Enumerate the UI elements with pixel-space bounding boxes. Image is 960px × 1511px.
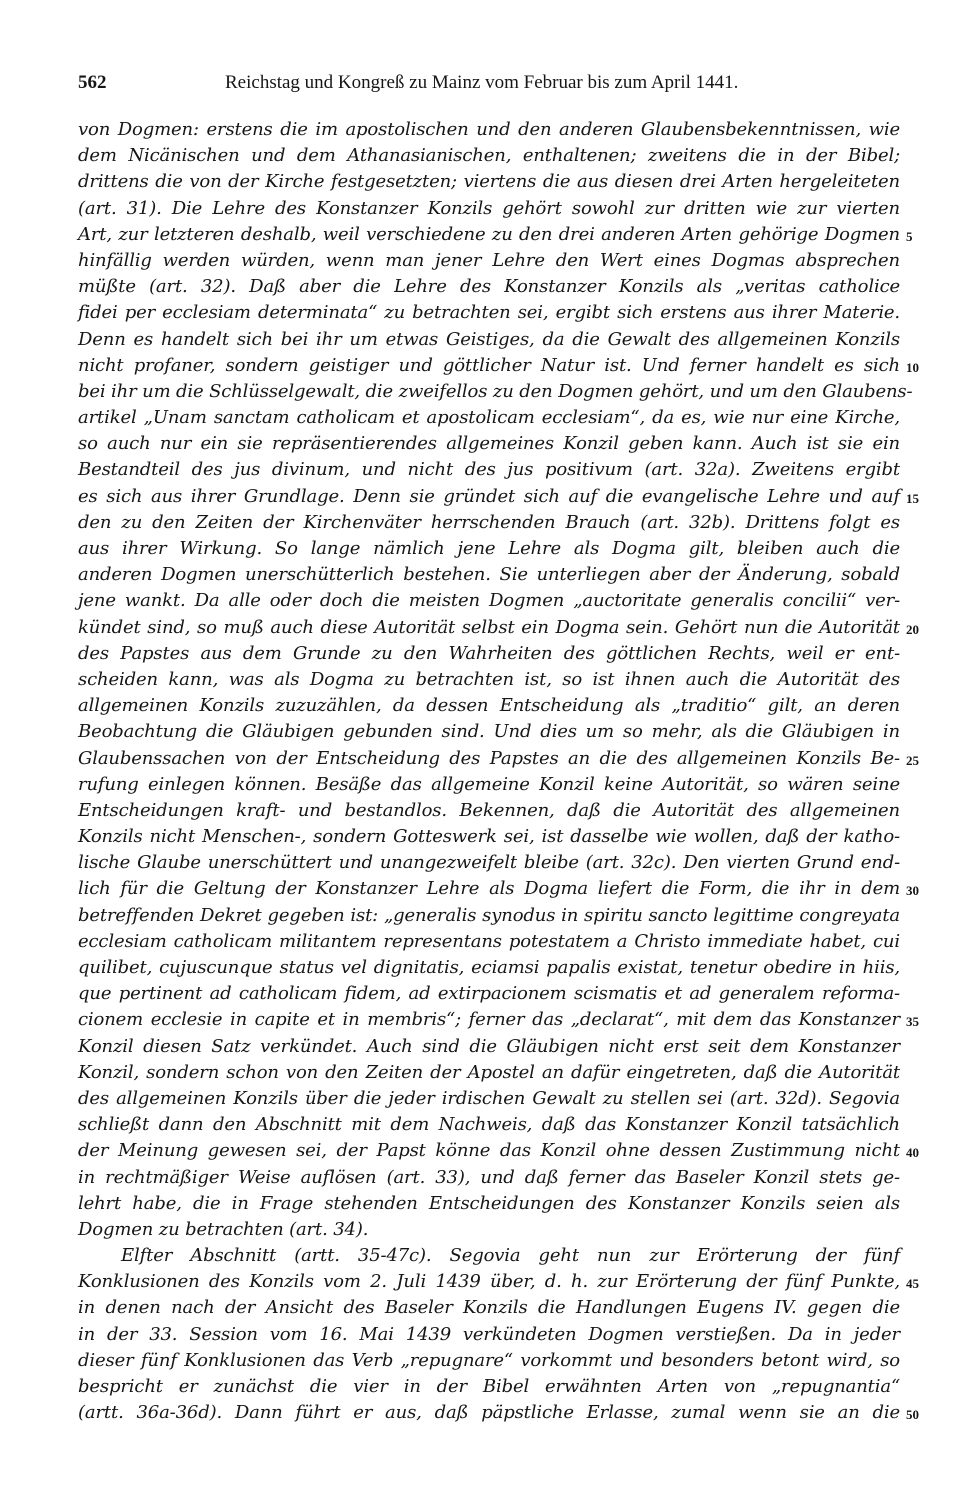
line-number: 50 bbox=[906, 1407, 919, 1423]
text-line bbox=[78, 876, 919, 902]
line-text: schließt dann den Abschnitt mit dem Nachweis, daß das Konstanzer Konzil tatsächlich bbox=[78, 1114, 900, 1136]
text-line bbox=[78, 248, 900, 274]
line-number: 30 bbox=[906, 883, 919, 899]
line-text: in rechtmäßiger Weise auflösen (art. 33), und daß ferner das Baseler Konzil stets ge- bbox=[78, 1166, 900, 1188]
text-line bbox=[78, 719, 900, 745]
line-text: betreffenden Dekret gegeben ist: „generalis synodus in spiritu sancto legittime congreyata bbox=[78, 904, 900, 926]
line-text: kündet sind, so muß auch diese Autorität selbst ein Dogma sein. Gehört nun die Autorität bbox=[78, 616, 900, 638]
line-text: aus ihrer Wirkung. So lange nämlich jene Lehre als Dogma gilt, bleiben auch die bbox=[78, 538, 900, 559]
line-text: Elfter Abschnitt (artt. 35-47c). Segovia geht nun zur Erörterung der fünf bbox=[121, 1245, 900, 1267]
line-text: des allgemeinen Konzils über die jeder irdischen Gewalt zu stellen sei (art. 32d). Segovia bbox=[78, 1087, 900, 1109]
line-text: lische Glaube unerschüttert und unangezweifelt bleibe (art. 32c). Den vierten Grund end- bbox=[78, 852, 900, 874]
body-text bbox=[78, 117, 919, 1426]
text-line bbox=[78, 1269, 919, 1295]
text-line bbox=[78, 1400, 919, 1426]
text-line bbox=[78, 1295, 900, 1321]
line-text: Bestandteil des jus divinum, und nicht des jus positivum (art. 32a). Zweitens ergibt bbox=[78, 459, 900, 481]
text-line bbox=[78, 1007, 919, 1033]
line-number: 5 bbox=[906, 228, 913, 244]
text-line bbox=[78, 772, 900, 798]
line-text: des Papstes aus dem Grunde zu den Wahrheiten des göttlichen Rechts, weil er ent- bbox=[78, 642, 900, 664]
line-text: que pertinent ad catholicam fidem, ad extirpacionem scismatis et ad generalem reforma- bbox=[78, 983, 900, 1005]
line-text: Denn es handelt sich bei ihr um etwas Geistiges, da die Gewalt des allgemeinen Konzils bbox=[78, 328, 900, 350]
text-line bbox=[78, 955, 900, 981]
text-line bbox=[78, 588, 900, 614]
text-line bbox=[78, 1060, 900, 1086]
text-line bbox=[78, 981, 900, 1007]
running-head bbox=[78, 72, 898, 98]
line-text: allgemeinen Konzils zuzuzählen, da dessen Entscheidung als „traditio“ gilt, an deren bbox=[78, 695, 900, 717]
line-text: Art, zur letzteren deshalb, weil verschiedene zu den drei anderen Arten gehörige Dogmen bbox=[78, 223, 900, 245]
text-line bbox=[78, 431, 900, 457]
text-line bbox=[78, 405, 900, 431]
text-line bbox=[78, 1374, 900, 1400]
text-line bbox=[78, 1112, 900, 1138]
text-line bbox=[78, 1348, 900, 1374]
line-text: (art. 31). Die Lehre des Konstanzer Konzils gehört sowohl zur dritten wie zur vierten bbox=[78, 197, 900, 219]
running-title: Reichstag und Kongreß zu Mainz vom Februar bis zum April 1441. bbox=[225, 72, 739, 93]
line-text: ecclesiam catholicam militantem representans potestatem a Christo immediate habet, cui bbox=[78, 930, 900, 952]
text-line bbox=[78, 510, 900, 536]
text-line bbox=[78, 169, 900, 195]
text-line bbox=[78, 222, 913, 248]
text-line bbox=[78, 798, 900, 824]
text-line bbox=[78, 562, 900, 588]
line-text: dem Nicänischen und dem Athanasianischen, enthaltenen; zweitens die in der Bibel; bbox=[78, 145, 900, 167]
text-line bbox=[78, 1086, 900, 1112]
line-text: von Dogmen: erstens die im apostolischen und den anderen Glaubensbekenntnissen, wie bbox=[78, 119, 900, 140]
text-line bbox=[78, 903, 900, 929]
line-text: lehrt habe, die in Frage stehenden Entscheidungen des Konstanzer Konzils seien als bbox=[78, 1192, 900, 1214]
text-line bbox=[78, 1243, 900, 1269]
text-line bbox=[78, 1034, 900, 1060]
line-text: Konklusionen des Konzils vom 2. Juli 1439 über, d. h. zur Erörterung der fünf Punkte, bbox=[78, 1271, 900, 1293]
text-line bbox=[78, 929, 900, 955]
line-number: 25 bbox=[906, 752, 919, 768]
text-line bbox=[78, 379, 913, 405]
text-line bbox=[78, 1322, 900, 1348]
line-number: 15 bbox=[906, 490, 919, 506]
text-line bbox=[78, 117, 900, 143]
line-text: cionem ecclesie in capite et in membris“; ferner das „declarat“, mit dem das Konstanzer bbox=[78, 1009, 900, 1031]
text-line bbox=[78, 457, 900, 483]
line-text: fidei per ecclesiam determinata“ zu betrachten sei, ergibt sich erstens aus ihrer Materie. bbox=[78, 302, 900, 324]
line-text: drittens die von der Kirche festgesetzten; viertens die aus diesen drei Arten hergeleiteten bbox=[78, 171, 900, 193]
text-line bbox=[78, 274, 900, 300]
line-text: hinfällig werden würden, wenn man jener Lehre den Wert eines Dogmas absprechen bbox=[78, 249, 900, 271]
line-text: (artt. 36a-36d). Dann führt er aus, daß päpstliche Erlasse, zumal wenn sie an die bbox=[78, 1402, 900, 1424]
line-text: Konzils nicht Menschen-, sondern Gotteswerk sei, ist dasselbe wie wollen, daß der katho- bbox=[78, 826, 900, 848]
line-text: in der 33. Session vom 16. Mai 1439 verkündeten Dogmen verstießen. Da in jeder bbox=[78, 1323, 900, 1345]
line-number: 40 bbox=[906, 1145, 919, 1161]
line-text: den zu den Zeiten der Kirchenväter herrschenden Brauch (art. 32b). Drittens folgt es bbox=[78, 511, 900, 533]
line-text: Konzil, sondern schon von den Zeiten der Apostel an dafür eingetreten, daß die Autorität bbox=[78, 1061, 900, 1083]
text-line bbox=[78, 615, 919, 641]
line-text: anderen Dogmen unerschütterlich bestehen. Sie unterliegen aber der Änderung, sobald bbox=[78, 564, 900, 586]
text-line bbox=[78, 536, 900, 562]
line-text: dieser fünf Konklusionen das Verb „repugnare“ vorkommt und besonders betont wird, so bbox=[78, 1349, 900, 1371]
text-line bbox=[78, 746, 919, 772]
text-line bbox=[78, 327, 900, 353]
page-number: 562 bbox=[78, 72, 107, 93]
line-text: Glaubenssachen von der Entscheidung des Papstes an die des allgemeinen Konzils Be- bbox=[78, 747, 900, 769]
line-text: artikel „Unam sanctam catholicam et apostolicam ecclesiam“, da es, wie nur eine Kirche, bbox=[78, 407, 900, 429]
line-text: der Meinung gewesen sei, der Papst könne das Konzil ohne dessen Zustimmung nicht bbox=[78, 1140, 900, 1162]
text-line bbox=[78, 196, 900, 222]
line-number: 45 bbox=[906, 1276, 919, 1292]
line-number: 35 bbox=[906, 1014, 919, 1030]
text-line bbox=[78, 693, 900, 719]
line-text: in denen nach der Ansicht des Baseler Konzils die Handlungen Eugens IV. gegen die bbox=[78, 1297, 900, 1319]
text-line bbox=[78, 300, 900, 326]
text-line bbox=[78, 1217, 900, 1243]
line-text: rufung einlegen können. Besäße das allgemeine Konzil keine Autorität, so wären seine bbox=[78, 773, 900, 795]
line-text: so auch nur ein sie repräsentierendes allgemeines Konzil geben kann. Auch ist sie ein bbox=[78, 433, 900, 455]
line-number: 10 bbox=[906, 359, 919, 375]
line-text: quilibet, cujuscunque status vel dignitatis, eciamsi papalis existat, tenetur obedire in hiis, bbox=[78, 957, 900, 978]
line-text: Entscheidungen kraft- und bestandlos. Bekennen, daß die Autorität des allgemeinen bbox=[78, 799, 900, 821]
line-text: müßte (art. 32). Daß aber die Lehre des Konstanzer Konzils als „veritas catholice bbox=[78, 276, 900, 298]
line-text: lich für die Geltung der Konstanzer Lehre als Dogma liefert die Form, die ihr in dem bbox=[78, 878, 900, 900]
line-text: nicht profaner, sondern geistiger und göttlicher Natur ist. Und ferner handelt es sich bbox=[78, 354, 900, 376]
text-line bbox=[78, 850, 900, 876]
line-text: scheiden kann, was als Dogma zu betrachten ist, so ist ihnen auch die Autorität des bbox=[78, 668, 900, 690]
line-text: es sich aus ihrer Grundlage. Denn sie gründet sich auf die evangelische Lehre und auf bbox=[78, 485, 900, 507]
text-line bbox=[78, 484, 919, 510]
line-text: bei ihr um die Schlüsselgewalt, die zweifellos zu den Dogmen gehört, und um den Glaubens- bbox=[78, 380, 913, 402]
text-line bbox=[78, 353, 919, 379]
text-line bbox=[78, 1191, 900, 1217]
line-number: 20 bbox=[906, 621, 919, 637]
line-text: jene wankt. Da alle oder doch die meisten Dogmen „auctoritate generalis concilii“ ver- bbox=[78, 590, 900, 612]
line-text: bespricht er zunächst die vier in der Bibel erwähnten Arten von „repugnantia“ bbox=[78, 1376, 900, 1397]
text-line bbox=[78, 667, 900, 693]
line-text: Dogmen zu betrachten (art. 34). bbox=[78, 1218, 369, 1240]
text-line bbox=[78, 1165, 900, 1191]
text-line bbox=[78, 1138, 919, 1164]
text-line bbox=[78, 824, 900, 850]
line-text: Beobachtung die Gläubigen gebunden sind. Und dies um so mehr, als die Gläubigen in bbox=[78, 721, 900, 743]
text-line bbox=[78, 143, 900, 169]
line-text: Konzil diesen Satz verkündet. Auch sind die Gläubigen nicht erst seit dem Konstanzer bbox=[78, 1035, 900, 1057]
text-line bbox=[78, 641, 900, 667]
